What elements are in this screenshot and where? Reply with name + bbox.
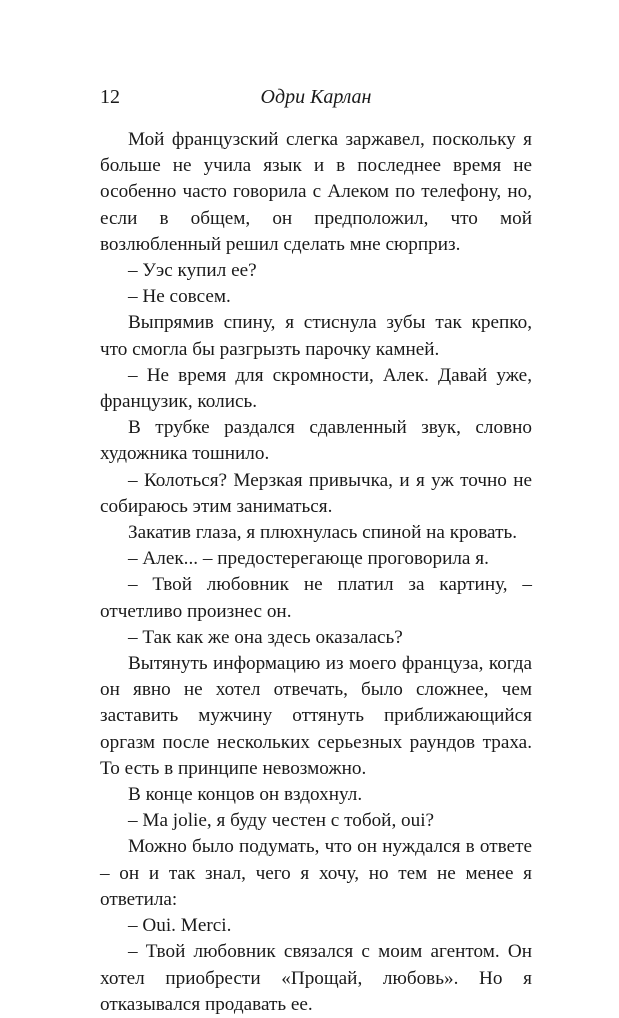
paragraph: – Твой любовник не платил за картину, – отчетливо произнес он. [100, 574, 532, 622]
paragraph: Вытянуть информацию из моего француза, когда он явно не хотел отвечать, было сложнее, чем заставить мужчину оттянуть приближающийся оргазм после нескольких серьезных раундов траха. То есть в принципе невозможно. [100, 653, 532, 779]
paragraph: – Не время для скромности, Алек. Давай уже, французик, колись. [100, 364, 532, 413]
page-number: 12 [100, 86, 120, 108]
body-text [100, 127, 532, 1018]
paragraph: – Алек... – предостерегающе проговорила я. [128, 548, 489, 570]
paragraph: – Твой любовник связался с моим агентом. Он хотел приобрести «Прощай, любовь». Но я отказывался продавать ее. [100, 941, 532, 1015]
running-head [100, 82, 532, 112]
paragraph: В конце концов он вздохнул. [128, 784, 363, 806]
paragraph: Закатив глаза, я плюхнулась спиной на кровать. [128, 522, 518, 544]
paragraph: – Уэс купил ее? [128, 260, 257, 282]
paragraph: Мой французский слегка заржавел, поскольку я больше не учила язык и в последнее время не особенно часто говорила с Алеком по телефону, но, если в общем, он предположил, что мой возлюбленный решил сделать мне сюрприз. [100, 129, 532, 255]
paragraph: – Ma jolie, я буду честен с тобой, oui? [128, 810, 435, 832]
paragraph: В трубке раздался сдавленный звук, словно художника тошнило. [100, 417, 532, 465]
paragraph: – Oui. Merci. [128, 915, 232, 937]
paragraph: – Колоться? Мерзкая привычка, и я уж точно не собираюсь этим заниматься. [100, 469, 532, 517]
paragraph: Выпрямив спину, я стиснула зубы так крепко, что смогла бы разгрызть парочку камней. [100, 312, 532, 360]
running-head-author: Одри Карлан [260, 86, 372, 108]
paragraph: Можно было подумать, что он нуждался в ответе – он и так знал, чего я хочу, но тем не менее я ответила: [100, 836, 532, 910]
paragraph: – Так как же она здесь оказалась? [128, 626, 403, 648]
paragraph: – Не совсем. [128, 286, 231, 308]
